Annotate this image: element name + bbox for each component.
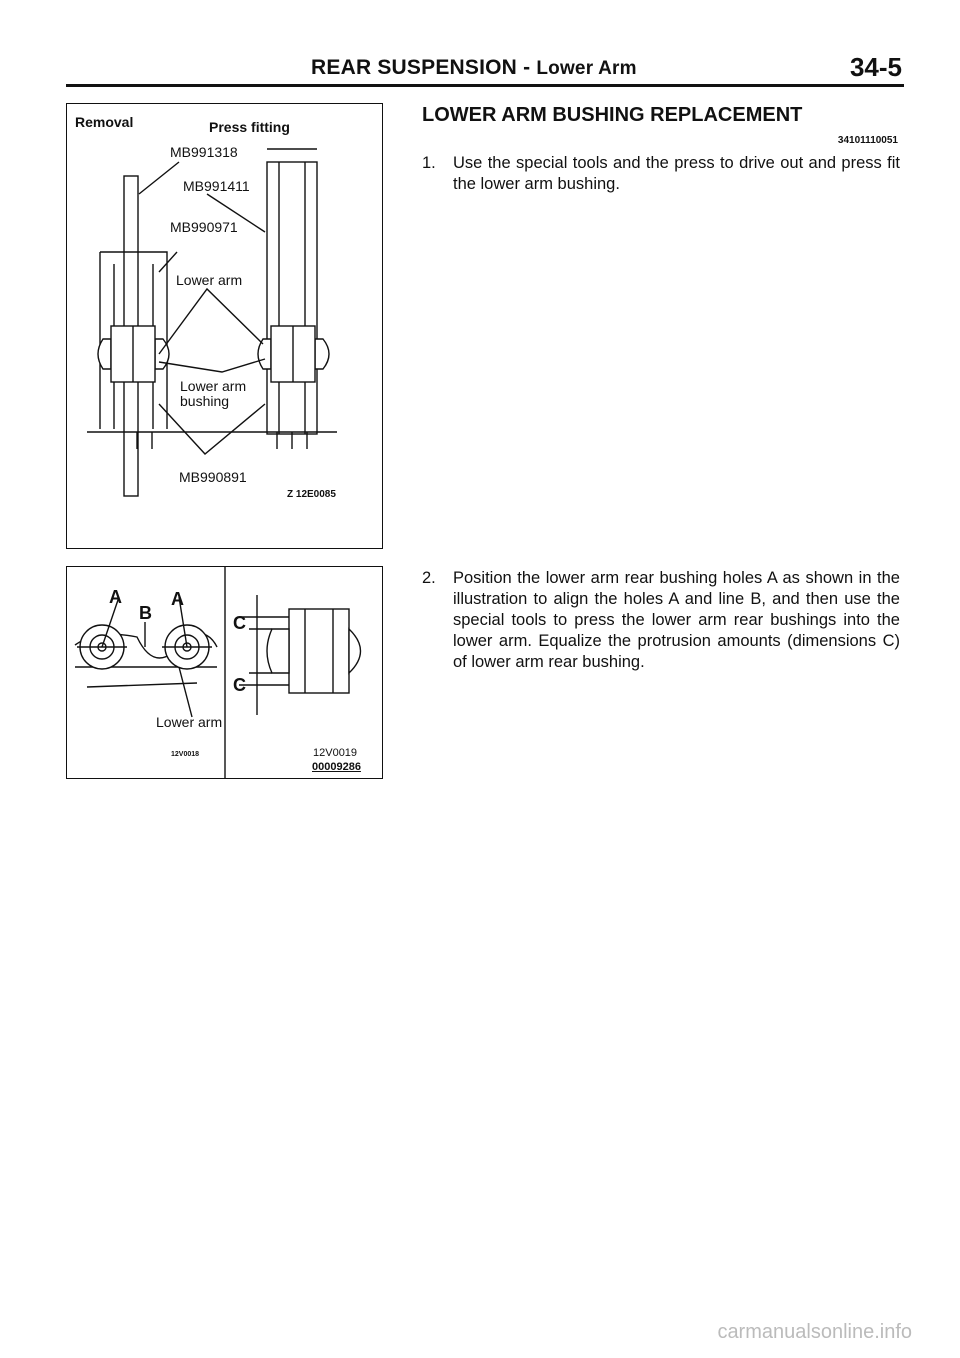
label-lower-arm: Lower arm [176, 272, 243, 288]
label-hole-a-left: A [109, 587, 122, 607]
label-hole-a-right: A [171, 589, 184, 609]
figure-removal-press-fitting [66, 103, 383, 549]
label-mb991318: MB991318 [170, 144, 238, 160]
header-separator: - [523, 56, 531, 79]
step-2 [422, 568, 900, 673]
header-title [311, 56, 637, 80]
section-code: 34101110051 [837, 135, 898, 146]
label-lower-arm-2: Lower arm [156, 714, 223, 730]
figure-bushing-alignment [66, 566, 383, 779]
label-line-b: B [139, 603, 152, 623]
step-1-text: Use the special tools and the press to drive out and press fit the lower arm bushing. [453, 154, 900, 193]
step-2-number: 2. [422, 569, 436, 587]
figure2-code-right: 12V0019 [313, 747, 358, 759]
label-press-fitting: Press fitting [209, 119, 290, 135]
figure1-code: Z 12E0085 [287, 489, 336, 500]
page-header [66, 52, 904, 87]
label-mb991411: MB991411 [183, 178, 250, 194]
label-removal: Removal [75, 114, 134, 130]
label-dim-c-bottom: C [233, 675, 246, 695]
header-subsection: Lower Arm [536, 58, 637, 79]
figure2-code-left: 12V0018 [171, 751, 200, 758]
label-mb990971: MB990971 [170, 219, 238, 235]
section-title: LOWER ARM BUSHING REPLACEMENT [422, 104, 803, 126]
step-2-text: Position the lower arm rear bushing holes A as shown in the illustration to align the holes A and line B, and then use the special tools to press the lower arm rear bushings into the lower arm. Equalize the protrusion amounts (dimensions C) of lower arm rear bushing. [453, 569, 900, 671]
label-lower-arm-bushing-2: bushing [180, 393, 230, 409]
step-1-number: 1. [422, 154, 436, 172]
step-1 [422, 153, 900, 195]
footer-watermark: carmanualsonline.info [717, 1321, 912, 1343]
header-section: REAR SUSPENSION [311, 56, 518, 79]
page-number: 34-5 [849, 52, 902, 82]
label-mb990891: MB990891 [179, 469, 247, 485]
label-lower-arm-bushing-1: Lower arm [180, 378, 247, 394]
figure2-code-bottom: 00009286 [312, 761, 361, 773]
label-dim-c-top: C [233, 613, 246, 633]
